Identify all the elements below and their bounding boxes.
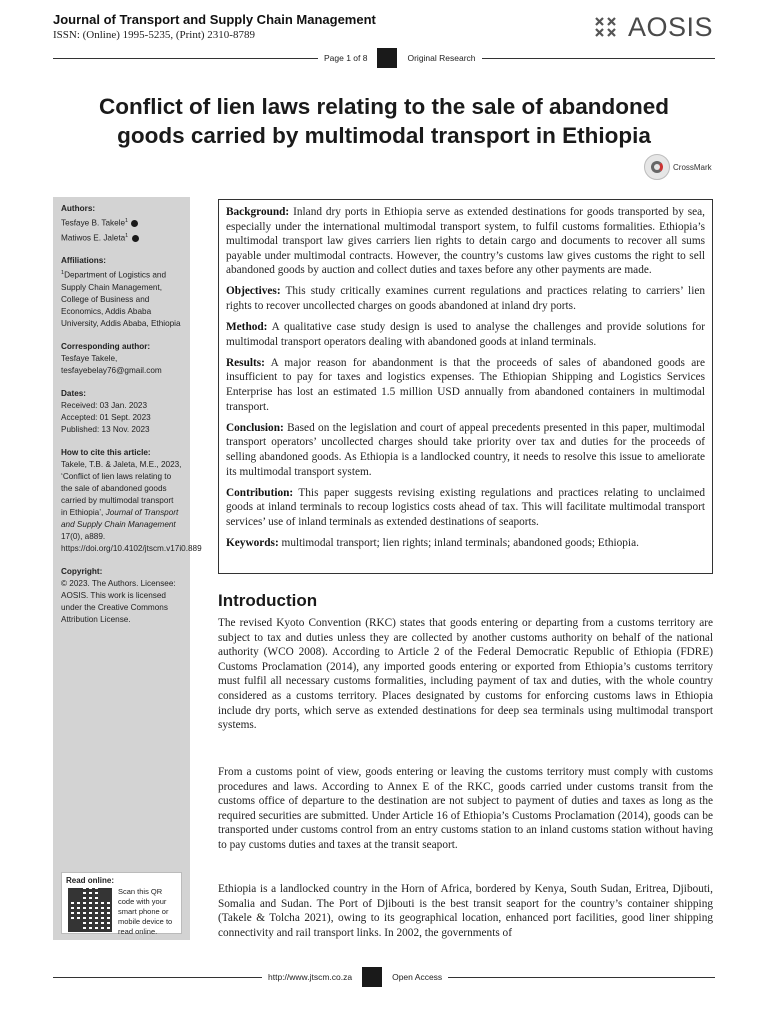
crossmark-label: CrossMark <box>673 162 712 172</box>
header-center <box>318 48 482 68</box>
footer-black-box <box>362 967 382 987</box>
date-published: Published: 13 Nov. 2023 <box>61 425 150 435</box>
title-line-1: Conflict of lien laws relating to the sale of abandoned <box>98 94 670 119</box>
author-2: Matiwos E. Jaleta$^1$ <box>61 230 182 245</box>
cite-doi[interactable]: 17(0), a889. https://doi.org/10.4102/jtscm.v17i0.889 <box>61 532 202 554</box>
intro-paragraph-1: The revised Kyoto Convention (RKC) states that goods entering or departing from a customs territory are subject to tax and duties unless they are collected by another customs authority on behalf of the national authority (WCO 2008). According to Article 2 of the Federal Democratic Republic of Ethiopia (FDRE) Customs Proclamation (2014), any imported goods entering or exported from Ethiopia’s customs territory must fulfil all necessary customs formalities, including payment of tax and duties, with the whole country considered as a customs territory. Places designated by customs for enforcing customs laws in Ethiopia include dry ports, which serve as extended destinations for deep sea terminals using multimodal transport systems. <box>218 617 713 732</box>
cite-label: How to cite this article: <box>61 448 151 458</box>
journal-url[interactable]: http://www.jtscm.co.za <box>268 972 353 982</box>
cite-text: Takele, T.B. & Jaleta, M.E., 2023, ‘Conflict of lien laws relating to the sale of abandoned goods carried by multimodal transport in Ethiopia’, Journal of Transport and Supply Chain Management 17(0), a889. https://doi.org/10.4102/jtscm.v17i0.889 <box>61 460 202 554</box>
qr-code-icon[interactable] <box>68 888 112 932</box>
issn: ISSN: (Online) 1995-5235, (Print) 2310-8789 <box>53 29 255 41</box>
journal-title: Journal of Transport and Supply Chain Management <box>53 12 376 27</box>
corresponding-section <box>61 341 182 377</box>
abstract-method: Method: A qualitative case study design is used to analyse the challenges and provide solutions for multimodal transport operators dealing with abandoned goods at inland terminals. <box>226 321 705 348</box>
date-accepted: Accepted: 01 Sept. 2023 <box>61 413 151 423</box>
orcid-icon[interactable] <box>131 220 138 227</box>
copyright-text: © 2023. The Authors. Licensee: AOSIS. This work is licensed under the Creative Commons Attribution License. <box>61 579 176 625</box>
article-section: Original Research <box>407 53 476 63</box>
corresponding-name: Tesfaye Takele, <box>61 354 118 364</box>
header-black-box <box>377 48 397 68</box>
qr-instructions: Scan this QR code with your smart phone or mobile device to read online. <box>118 887 173 936</box>
date-received: Received: 03 Jan. 2023 <box>61 401 148 411</box>
publisher-logo <box>594 13 713 41</box>
abstract-box <box>218 199 713 574</box>
article-title <box>40 92 728 150</box>
affiliation-text: $^1$Department of Logistics and Supply Chain Management, College of Business and Economics, Addis Ababa University, Addis Ababa, Ethiopia <box>61 270 181 329</box>
author-1: Tesfaye B. Takele$^1$ <box>61 215 182 230</box>
abstract-objectives: Objectives: This study critically examines current regulations and practices relating to carriers’ lien rights to recover uncollected charges on goods abandoned at inland dry ports. <box>226 285 706 313</box>
intro-paragraph-3: Ethiopia is a landlocked country in the Horn of Africa, bordered by Kenya, South Sudan, Eritrea, Djibouti, Somalia and Sudan. The Port of Djibouti is the best transit seaport for the country’s container shipping (Takele & Tolcha 2021), owing to its geographical location, enhanced port facilities, good liner shipping connectivity and rail transport links. In 2002, the governments of <box>218 883 713 939</box>
copyright-section <box>61 566 182 626</box>
open-access-label: Open Access <box>392 972 443 982</box>
introduction-heading: Introduction <box>218 591 318 610</box>
corresponding-label: Corresponding author: <box>61 342 151 352</box>
logo-text: AOSIS <box>628 12 714 42</box>
intro-paragraph-2: From a customs point of view, goods entering or leaving the customs territory must comply with customs procedures and laws. According to Annex E of the RKC, goods carried under customs transit from the customs office of departure to the destination are not subject to payment of duties and taxes as long as the required securities are submitted. Under Article 16 of Ethiopia’s Customs Proclamation (2014), goods can be transported under customs control from an entry customs station to an inland customs station without having to pay customs duties and taxes at the transit seaport. <box>218 766 713 851</box>
abstract-results: Results: A major reason for abandonment is that the proceeds of sales of abandoned goods are insufficient to pay for taxes and logistics expenses. The Ethiopian Shipping and Logistics Services Enterprise has lost an estimated 1.5 million USD annually from abandoned containers in multimodal transport. <box>226 356 705 413</box>
dates-label: Dates: <box>61 389 87 399</box>
orcid-icon[interactable] <box>132 235 139 242</box>
cite-section <box>61 447 202 555</box>
authors-section <box>61 203 182 244</box>
aosis-logo-icon <box>594 14 624 40</box>
copyright-label: Copyright: <box>61 567 103 577</box>
read-online-label: Read online: <box>66 876 115 885</box>
page-number: Page 1 of 8 <box>324 53 368 63</box>
cite-journal: Journal of Transport and Supply Chain Management <box>61 508 179 530</box>
crossmark-badge[interactable] <box>644 154 712 180</box>
read-online-box <box>61 872 182 934</box>
affiliations-label: Affiliations: <box>61 256 107 266</box>
abstract-keywords: Keywords: multimodal transport; lien rights; inland terminals; abandoned goods; Ethiopia. <box>226 536 639 549</box>
title-line-2: goods carried by multimodal transport in Ethiopia <box>117 123 651 148</box>
crossmark-icon <box>644 154 670 180</box>
authors-label: Authors: <box>61 204 96 213</box>
affiliations-section <box>61 255 182 330</box>
abstract-conclusion: Conclusion: Based on the legislation and court of appeal precedents presented in this paper, multimodal transport operators’ uncollected charges should take priority over tax and duties for the proceeds of selling abandoned goods. As Ethiopia is a landlocked country, it needs to resolve this issue to ameliorate its multimodal transport system. <box>226 421 705 478</box>
abstract-background: Background: Inland dry ports in Ethiopia serve as extended destinations for goods transported by sea, especially under the international multimodal transport system, to fulfil customs formalities. Ethiopia’s multimodal transport law gives carriers lien rights to detain cargo and documents to recover all sums payable under multimodal contracts. However, the country’s customs law gives customs the right to sell abandoned goods by auction and collect duties and taxes before any other payments are made. <box>226 206 706 277</box>
article-sidebar <box>53 197 202 940</box>
dates-section <box>61 388 182 436</box>
footer-center <box>262 967 448 987</box>
abstract-contribution: Contribution: This paper suggests revising existing regulations and practices relating to unclaimed goods at inland terminals to recoup logistics costs ahead of tax. This will facilitate multimodal transport services’ use of inland terminals as extended destinations of seaports. <box>226 486 705 528</box>
corresponding-email[interactable]: tesfayebelay76@gmail.com <box>61 366 162 376</box>
